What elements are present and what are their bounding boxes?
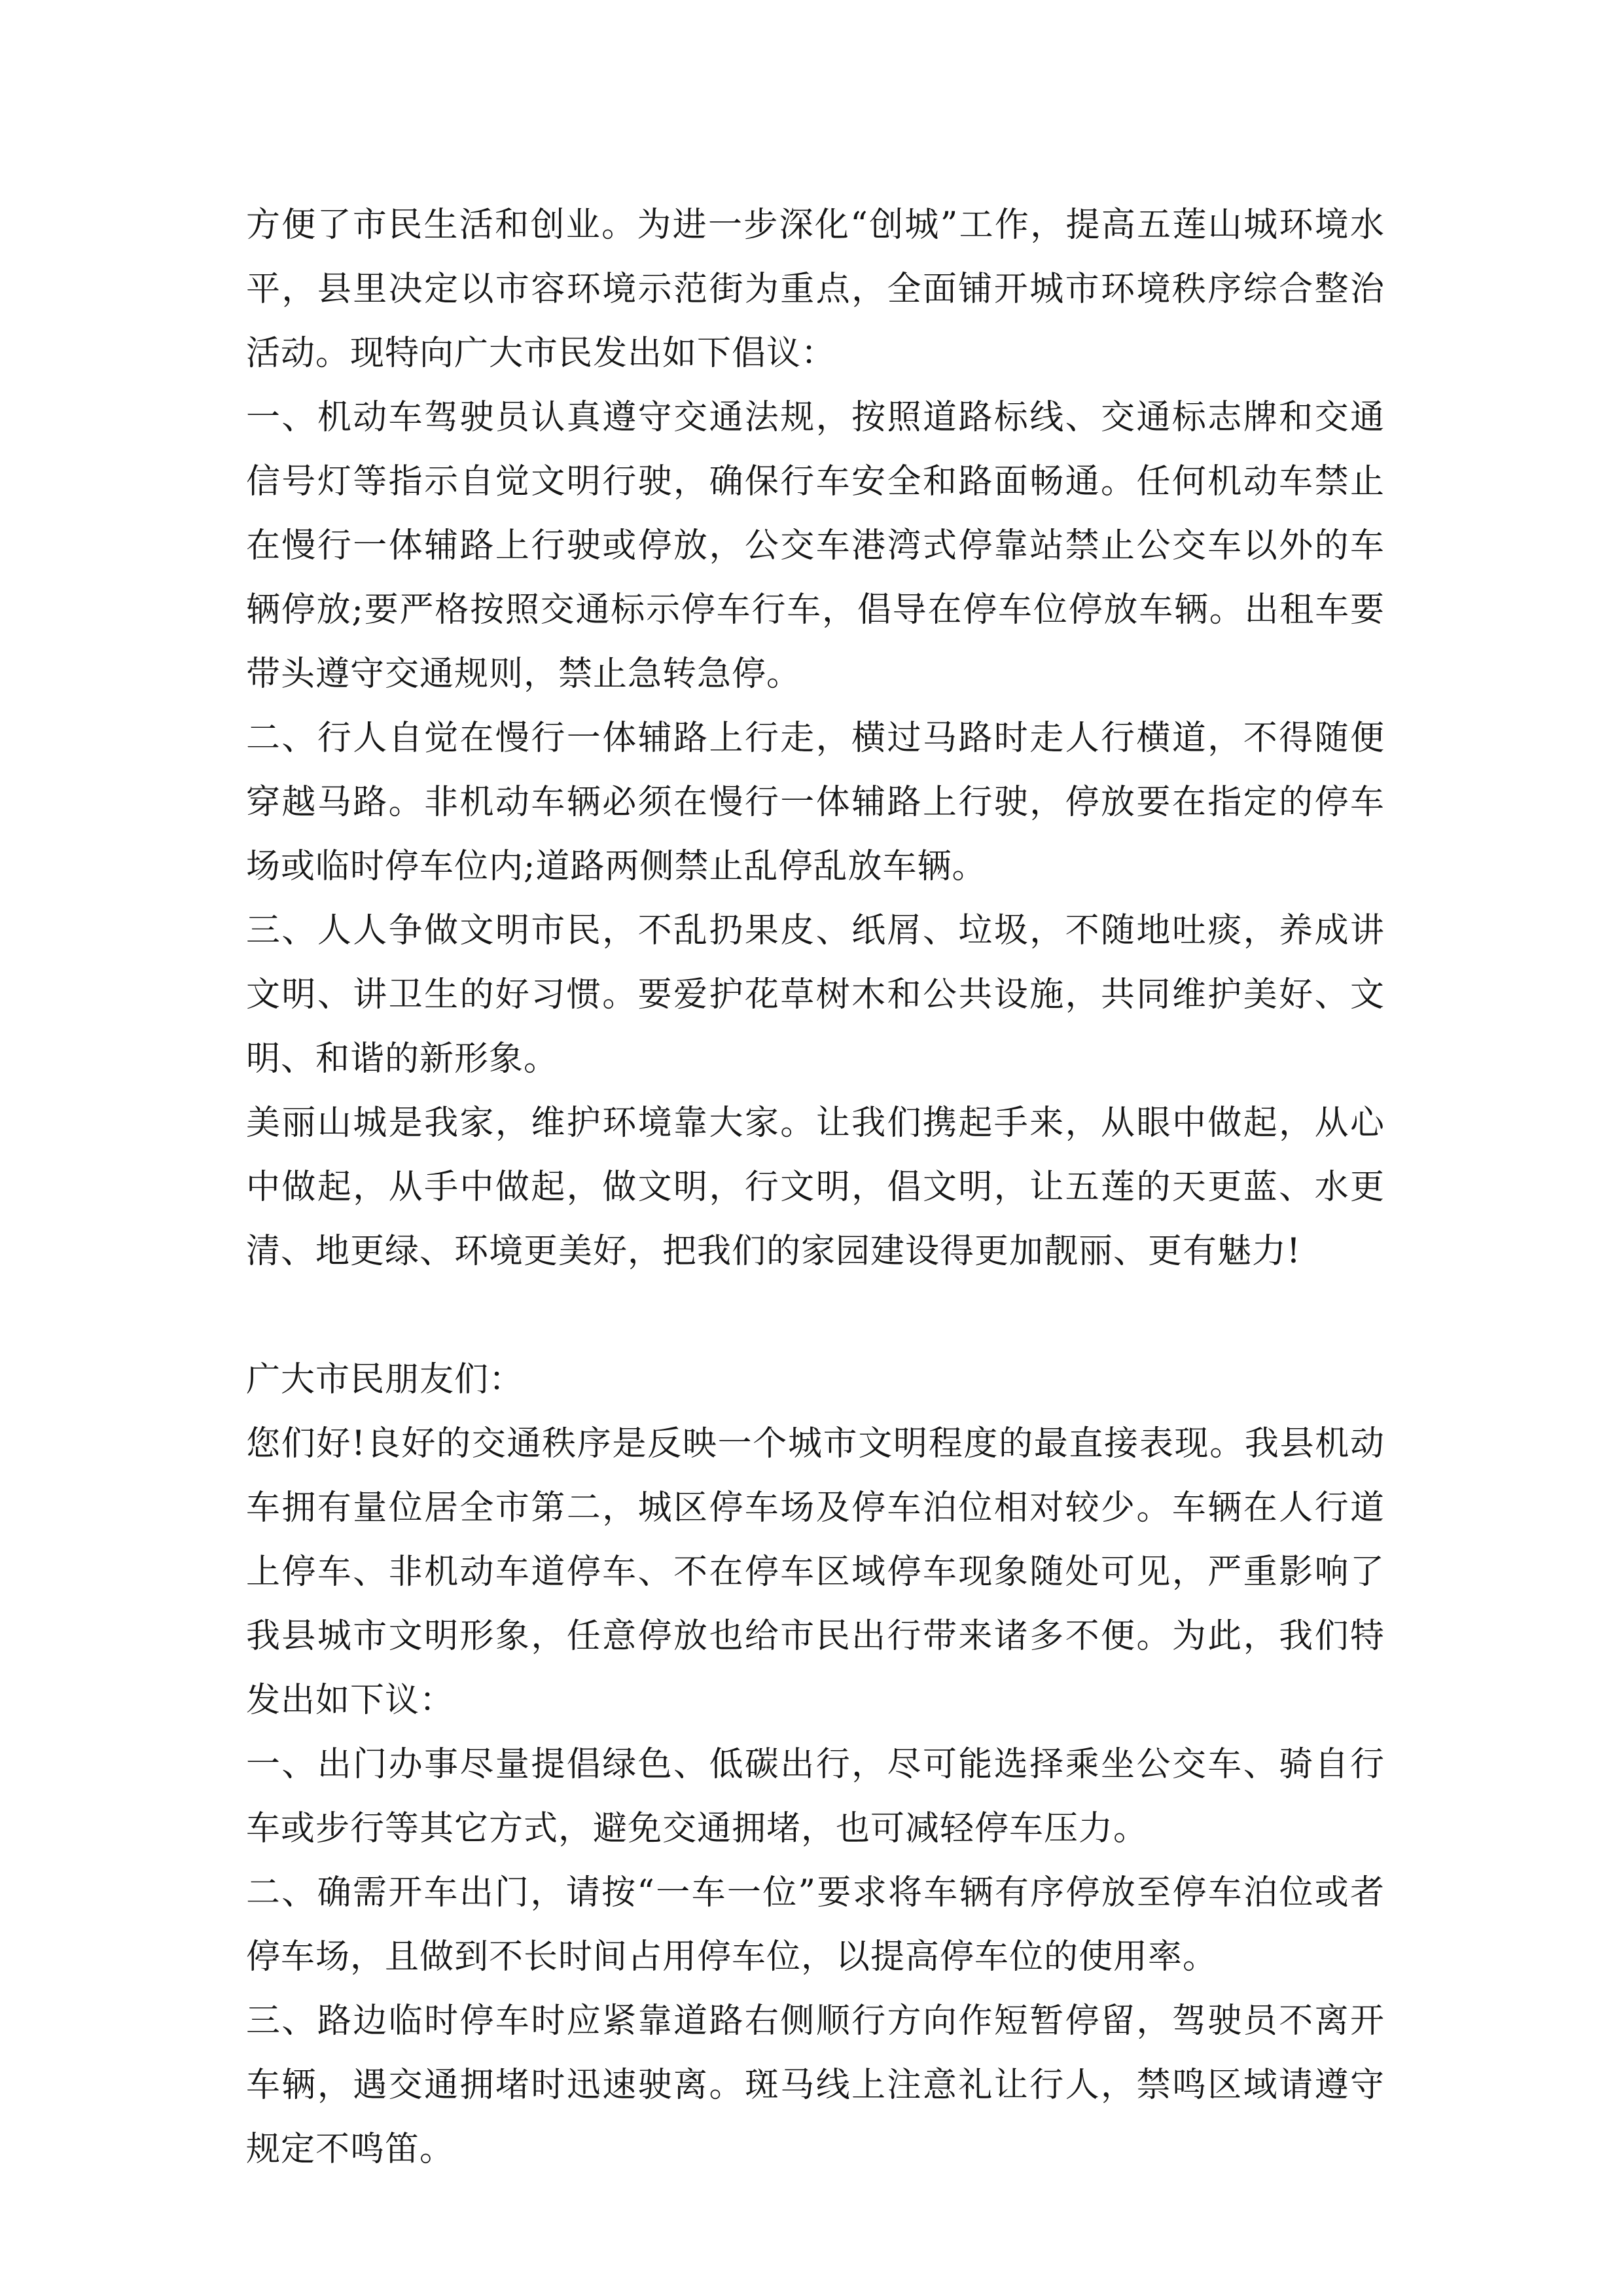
- document-body: [246, 193, 1385, 2181]
- section-spacer: [246, 1283, 1385, 1348]
- paragraph: 三、人人争做文明市民，不乱扔果皮、纸屑、垃圾，不随地吐痰，养成讲文明、讲卫生的好习惯。要爱护花草树木和公共设施，共同维护美好、文明、和谐的新形象。: [246, 911, 1385, 1079]
- paragraph: 二、确需开车出门，请按“一车一位”要求将车辆有序停放至停车泊位或者停车场，且做到不长时间占用停车位，以提高停车位的使用率。: [246, 1873, 1385, 1977]
- paragraph: 一、出门办事尽量提倡绿色、低碳出行，尽可能选择乘坐公交车、骑自行车或步行等其它方式，避免交通拥堵，也可减轻停车压力。: [246, 1745, 1385, 1848]
- paragraph: 一、机动车驾驶员认真遵守交通法规，按照道路标线、交通标志牌和交通信号灯等指示自觉文明行驶，确保行车安全和路面畅通。任何机动车禁止在慢行一体辅路上行驶或停放，公交车港湾式停靠站禁止公交车以外的车辆停放;要严格按照交通标示停车行车，倡导在停车位停放车辆。出租车要带头遵守交通规则，禁止急转急停。: [246, 398, 1385, 694]
- salutation: 广大市民朋友们：: [246, 1360, 524, 1399]
- paragraph: 您们好!良好的交通秩序是反映一个城市文明程度的最直接表现。我县机动车拥有量位居全市第二，城区停车场及停车泊位相对较少。车辆在人行道上停车、非机动车道停车、不在停车区域停车现象随处可见，严重影响了我县城市文明形象，任意停放也给市民出行带来诸多不便。为此，我们特发出如下议：: [246, 1424, 1385, 1720]
- paragraph: 美丽山城是我家，维护环境靠大家。让我们携起手来，从眼中做起，从心中做起，从手中做起，做文明，行文明，倡文明，让五莲的天更蓝、水更清、地更绿、环境更美好，把我们的家园建设得更加靓丽、更有魅力!: [246, 1103, 1385, 1271]
- paragraph: 三、路边临时停车时应紧靠道路右侧顺行方向作短暂停留，驾驶员不离开车辆，遇交通拥堵时迅速驶离。斑马线上注意礼让行人，禁鸣区域请遵守规定不鸣笛。: [246, 2001, 1385, 2169]
- paragraph: 方便了市民生活和创业。为进一步深化“创城”工作，提高五莲山城环境水平，县里决定以市容环境示范街为重点，全面铺开城市环境秩序综合整治活动。现特向广大市民发出如下倡议：: [246, 206, 1385, 373]
- paragraph: 二、行人自觉在慢行一体辅路上行走，横过马路时走人行横道，不得随便穿越马路。非机动车辆必须在慢行一体辅路上行驶，停放要在指定的停车场或临时停车位内;道路两侧禁止乱停乱放车辆。: [246, 719, 1385, 886]
